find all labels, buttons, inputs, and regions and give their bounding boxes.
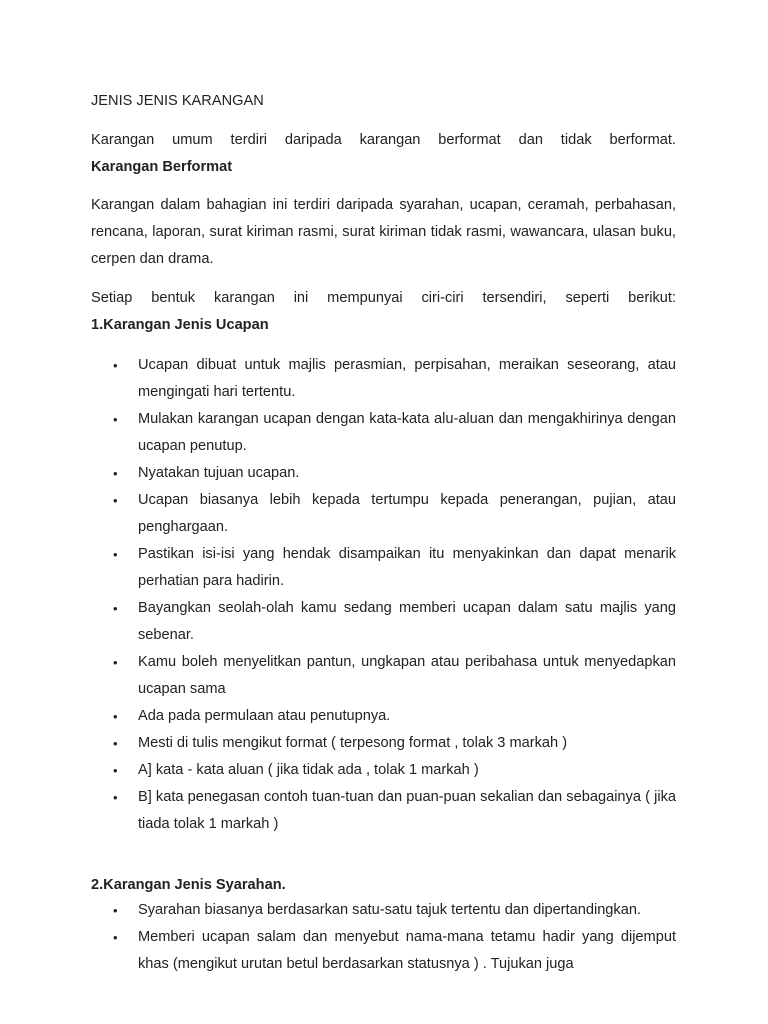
intro-paragraph [91,127,676,181]
bullet-icon: • [113,547,118,562]
bullet-icon: • [113,466,118,481]
list-item: • Bayangkan seolah-olah kamu sedang memberi ucapan dalam satu majlis yang sebenar. [91,595,676,649]
bullet-icon: • [113,655,118,670]
list-item: • Syarahan biasanya berdasarkan satu-satu tajuk tertentu dan dipertandingkan. [91,897,676,924]
bullet-icon: • [113,763,118,778]
list-item: • Kamu boleh menyelitkan pantun, ungkapan atau peribahasa untuk menyedapkan ucapan sama [91,649,676,703]
list-item: • Ucapan biasanya lebih kepada tertumpu kepada penerangan, pujian, atau penghargaan. [91,487,676,541]
list-item: • Ucapan dibuat untuk majlis perasmian, perpisahan, meraikan seseorang, atau mengingati hari tertentu. [91,352,676,406]
heading-karangan-berformat: Karangan Berformat [91,159,233,175]
bullet-icon: • [113,930,118,945]
bullet-icon: • [113,790,118,805]
document-title: JENIS JENIS KARANGAN [91,93,264,109]
bullet-icon: • [113,358,118,373]
section-1-list [91,352,676,838]
paragraph-types: Karangan dalam bahagian ini terdiri daripada syarahan, ucapan, ceramah, perbahasan, rencana, laporan, surat kiriman rasmi, surat kiriman tidak rasmi, wawancara, ulasan buku, cerpen dan drama. [91,197,676,267]
section-2-list [91,897,676,978]
list-item: • A] kata - kata aluan ( jika tidak ada , tolak 1 markah ) [91,757,676,784]
list-item: • Nyatakan tujuan ucapan. [91,460,676,487]
intro-line: Karangan umum terdiri daripada karangan berformat dan tidak berformat. [91,132,676,148]
bullet-icon: • [113,493,118,508]
bullet-icon: • [113,601,118,616]
paragraph-features [91,285,676,339]
bullet-icon: • [113,412,118,427]
list-item: • B] kata penegasan contoh tuan-tuan dan puan-puan sekalian dan sebagainya ( jika tiada tolak 1 markah ) [91,784,676,838]
heading-section-2: 2.Karangan Jenis Syarahan. [91,877,286,893]
list-item: • Mesti di tulis mengikut format ( terpesong format , tolak 3 markah ) [91,730,676,757]
heading-section-1: 1.Karangan Jenis Ucapan [91,317,269,333]
list-item: • Pastikan isi-isi yang hendak disampaikan itu menyakinkan dan dapat menarik perhatian para hadirin. [91,541,676,595]
bullet-icon: • [113,736,118,751]
bullet-icon: • [113,903,118,918]
list-item: • Memberi ucapan salam dan menyebut nama-mana tetamu hadir yang dijemput khas (mengikut urutan betul berdasarkan statusnya ) . Tujukan juga [91,924,676,978]
list-item: • Ada pada permulaan atau penutupnya. [91,703,676,730]
features-line: Setiap bentuk karangan ini mempunyai ciri-ciri tersendiri, seperti berikut: [91,290,676,306]
bullet-icon: • [113,709,118,724]
list-item: • Mulakan karangan ucapan dengan kata-kata alu-aluan dan mengakhirinya dengan ucapan penutup. [91,406,676,460]
